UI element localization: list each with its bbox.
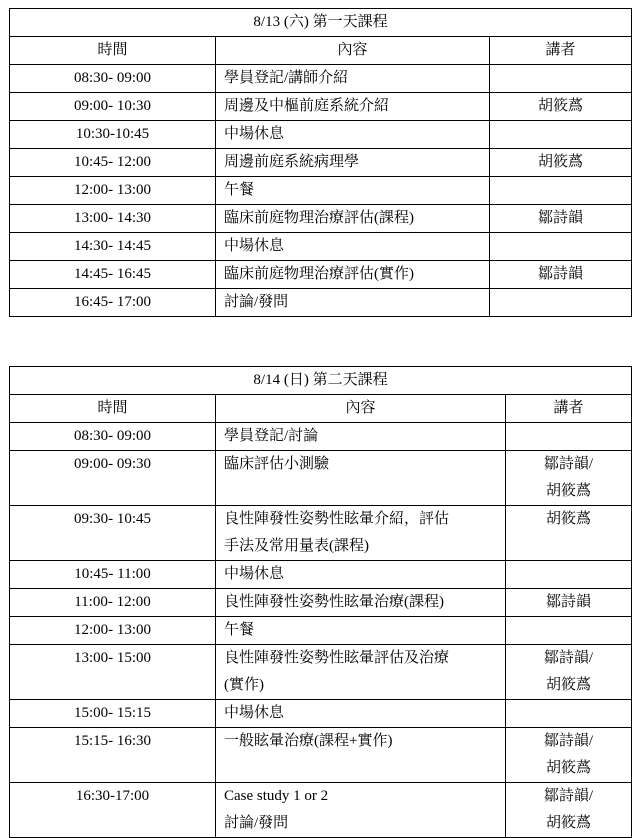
table-row xyxy=(10,149,632,177)
content-line: 良性陣發性姿勢性眩暈治療(課程) xyxy=(224,594,444,610)
speaker-cell xyxy=(506,617,632,645)
content-line: 中場休息 xyxy=(224,566,285,582)
table-row xyxy=(10,233,632,261)
speaker-cell xyxy=(490,289,632,317)
content-cell xyxy=(216,728,506,783)
speaker-line: 胡筱蔿 xyxy=(545,760,591,776)
speaker-line: 鄒詩韻 xyxy=(545,594,591,610)
content-cell xyxy=(216,205,490,233)
table-row xyxy=(10,589,632,617)
speaker-cell xyxy=(490,93,632,121)
time-cell: 10:45- 12:00 xyxy=(10,149,216,177)
speaker-cell xyxy=(506,700,632,728)
day1-header-speaker: 講者 xyxy=(490,37,632,65)
time-cell: 09:30- 10:45 xyxy=(10,506,216,561)
content-cell xyxy=(216,65,490,93)
speaker-line: 胡筱蔿 xyxy=(545,483,591,499)
content-line: 臨床前庭物理治療評估(課程) xyxy=(224,210,414,226)
content-line: 周邊及中樞前庭系統介紹 xyxy=(224,98,390,114)
time-cell: 10:45- 11:00 xyxy=(10,561,216,589)
content-cell xyxy=(216,261,490,289)
content-cell xyxy=(216,561,506,589)
time-cell: 08:30- 09:00 xyxy=(10,65,216,93)
time-cell: 09:00- 10:30 xyxy=(10,93,216,121)
speaker-cell xyxy=(490,149,632,177)
time-cell: 11:00- 12:00 xyxy=(10,589,216,617)
table-row xyxy=(10,65,632,93)
day1-title-row xyxy=(10,9,632,37)
table-row xyxy=(10,506,632,561)
speaker-line: 鄒詩韻/ xyxy=(543,650,594,666)
day2-header-speaker: 講者 xyxy=(506,395,632,423)
day2-title: 8/14 (日) 第二天課程 xyxy=(10,367,632,395)
content-line: 午餐 xyxy=(224,182,255,198)
time-cell: 14:30- 14:45 xyxy=(10,233,216,261)
content-line: 中場休息 xyxy=(224,705,285,721)
time-cell: 12:00- 13:00 xyxy=(10,177,216,205)
time-cell: 16:45- 17:00 xyxy=(10,289,216,317)
speaker-cell xyxy=(506,645,632,700)
content-line: 臨床評估小測驗 xyxy=(224,456,330,472)
day1-schedule-table xyxy=(9,8,632,317)
table-row xyxy=(10,645,632,700)
day1-body xyxy=(10,9,632,317)
speaker-cell xyxy=(506,783,632,838)
content-cell xyxy=(216,121,490,149)
day1-header-content: 內容 xyxy=(216,37,490,65)
content-line: 討論/發問 xyxy=(224,815,289,831)
content-cell xyxy=(216,645,506,700)
content-line: 學員登記/講師介紹 xyxy=(224,70,349,86)
table-row xyxy=(10,205,632,233)
speaker-cell xyxy=(490,233,632,261)
content-line: (實作) xyxy=(224,677,264,693)
table-row xyxy=(10,451,632,506)
content-line: 周邊前庭系統病理學 xyxy=(224,154,360,170)
content-line: 午餐 xyxy=(224,622,255,638)
content-line: 手法及常用量表(課程) xyxy=(224,538,369,554)
content-cell xyxy=(216,233,490,261)
speaker-cell xyxy=(490,65,632,93)
day2-body xyxy=(10,367,632,838)
speaker-line: 胡筱蔿 xyxy=(537,154,583,170)
content-line: 一般眩暈治療(課程+實作) xyxy=(224,733,393,749)
time-cell: 13:00- 14:30 xyxy=(10,205,216,233)
table-row xyxy=(10,700,632,728)
speaker-line: 鄒詩韻 xyxy=(537,266,583,282)
table-row xyxy=(10,177,632,205)
table-row xyxy=(10,561,632,589)
time-cell: 08:30- 09:00 xyxy=(10,423,216,451)
time-cell: 12:00- 13:00 xyxy=(10,617,216,645)
content-cell xyxy=(216,617,506,645)
speaker-cell xyxy=(490,177,632,205)
speaker-cell xyxy=(490,261,632,289)
content-line: 良性陣發性姿勢性眩暈評估及治療 xyxy=(224,650,450,666)
content-cell xyxy=(216,451,506,506)
content-line: 學員登記/討論 xyxy=(224,428,319,444)
day2-header-time: 時間 xyxy=(10,395,216,423)
speaker-cell xyxy=(506,589,632,617)
content-line: Case study 1 or 2 xyxy=(224,788,329,804)
content-cell xyxy=(216,177,490,205)
content-line: 中場休息 xyxy=(224,238,285,254)
speaker-cell xyxy=(506,561,632,589)
speaker-line: 胡筱蔿 xyxy=(537,98,583,114)
speaker-line: 胡筱蔿 xyxy=(545,815,591,831)
speaker-cell xyxy=(506,506,632,561)
time-cell: 16:30-17:00 xyxy=(10,783,216,838)
day2-title-row xyxy=(10,367,632,395)
table-row xyxy=(10,423,632,451)
table-row xyxy=(10,121,632,149)
table-row xyxy=(10,783,632,838)
content-cell xyxy=(216,149,490,177)
table-row xyxy=(10,93,632,121)
table-row xyxy=(10,617,632,645)
day1-title: 8/13 (六) 第一天課程 xyxy=(10,9,632,37)
content-cell xyxy=(216,783,506,838)
content-cell xyxy=(216,700,506,728)
content-cell xyxy=(216,423,506,451)
speaker-cell xyxy=(506,728,632,783)
content-cell xyxy=(216,93,490,121)
time-cell: 15:15- 16:30 xyxy=(10,728,216,783)
day1-header-row xyxy=(10,37,632,65)
table-row xyxy=(10,728,632,783)
speaker-line: 鄒詩韻 xyxy=(537,210,583,226)
content-cell xyxy=(216,506,506,561)
speaker-cell xyxy=(506,451,632,506)
time-cell: 14:45- 16:45 xyxy=(10,261,216,289)
day1-header-time: 時間 xyxy=(10,37,216,65)
content-line: 臨床前庭物理治療評估(實作) xyxy=(224,266,414,282)
content-cell xyxy=(216,589,506,617)
speaker-line: 鄒詩韻/ xyxy=(543,788,594,804)
speaker-line: 胡筱蔿 xyxy=(545,511,591,527)
content-line: 中場休息 xyxy=(224,126,285,142)
time-cell: 15:00- 15:15 xyxy=(10,700,216,728)
table-row xyxy=(10,261,632,289)
time-cell: 13:00- 15:00 xyxy=(10,645,216,700)
content-cell xyxy=(216,289,490,317)
speaker-line: 鄒詩韻/ xyxy=(543,456,594,472)
speaker-line: 鄒詩韻/ xyxy=(543,733,594,749)
speaker-cell xyxy=(506,423,632,451)
time-cell: 10:30-10:45 xyxy=(10,121,216,149)
speaker-cell xyxy=(490,205,632,233)
content-line: 良性陣發性姿勢性眩暈介紹，評估 xyxy=(224,511,450,527)
time-cell: 09:00- 09:30 xyxy=(10,451,216,506)
day2-header-content: 內容 xyxy=(216,395,506,423)
speaker-cell xyxy=(490,121,632,149)
day2-header-row xyxy=(10,395,632,423)
table-row xyxy=(10,289,632,317)
content-line: 討論/發問 xyxy=(224,294,289,310)
speaker-line: 胡筱蔿 xyxy=(545,677,591,693)
day2-schedule-table xyxy=(9,366,632,838)
